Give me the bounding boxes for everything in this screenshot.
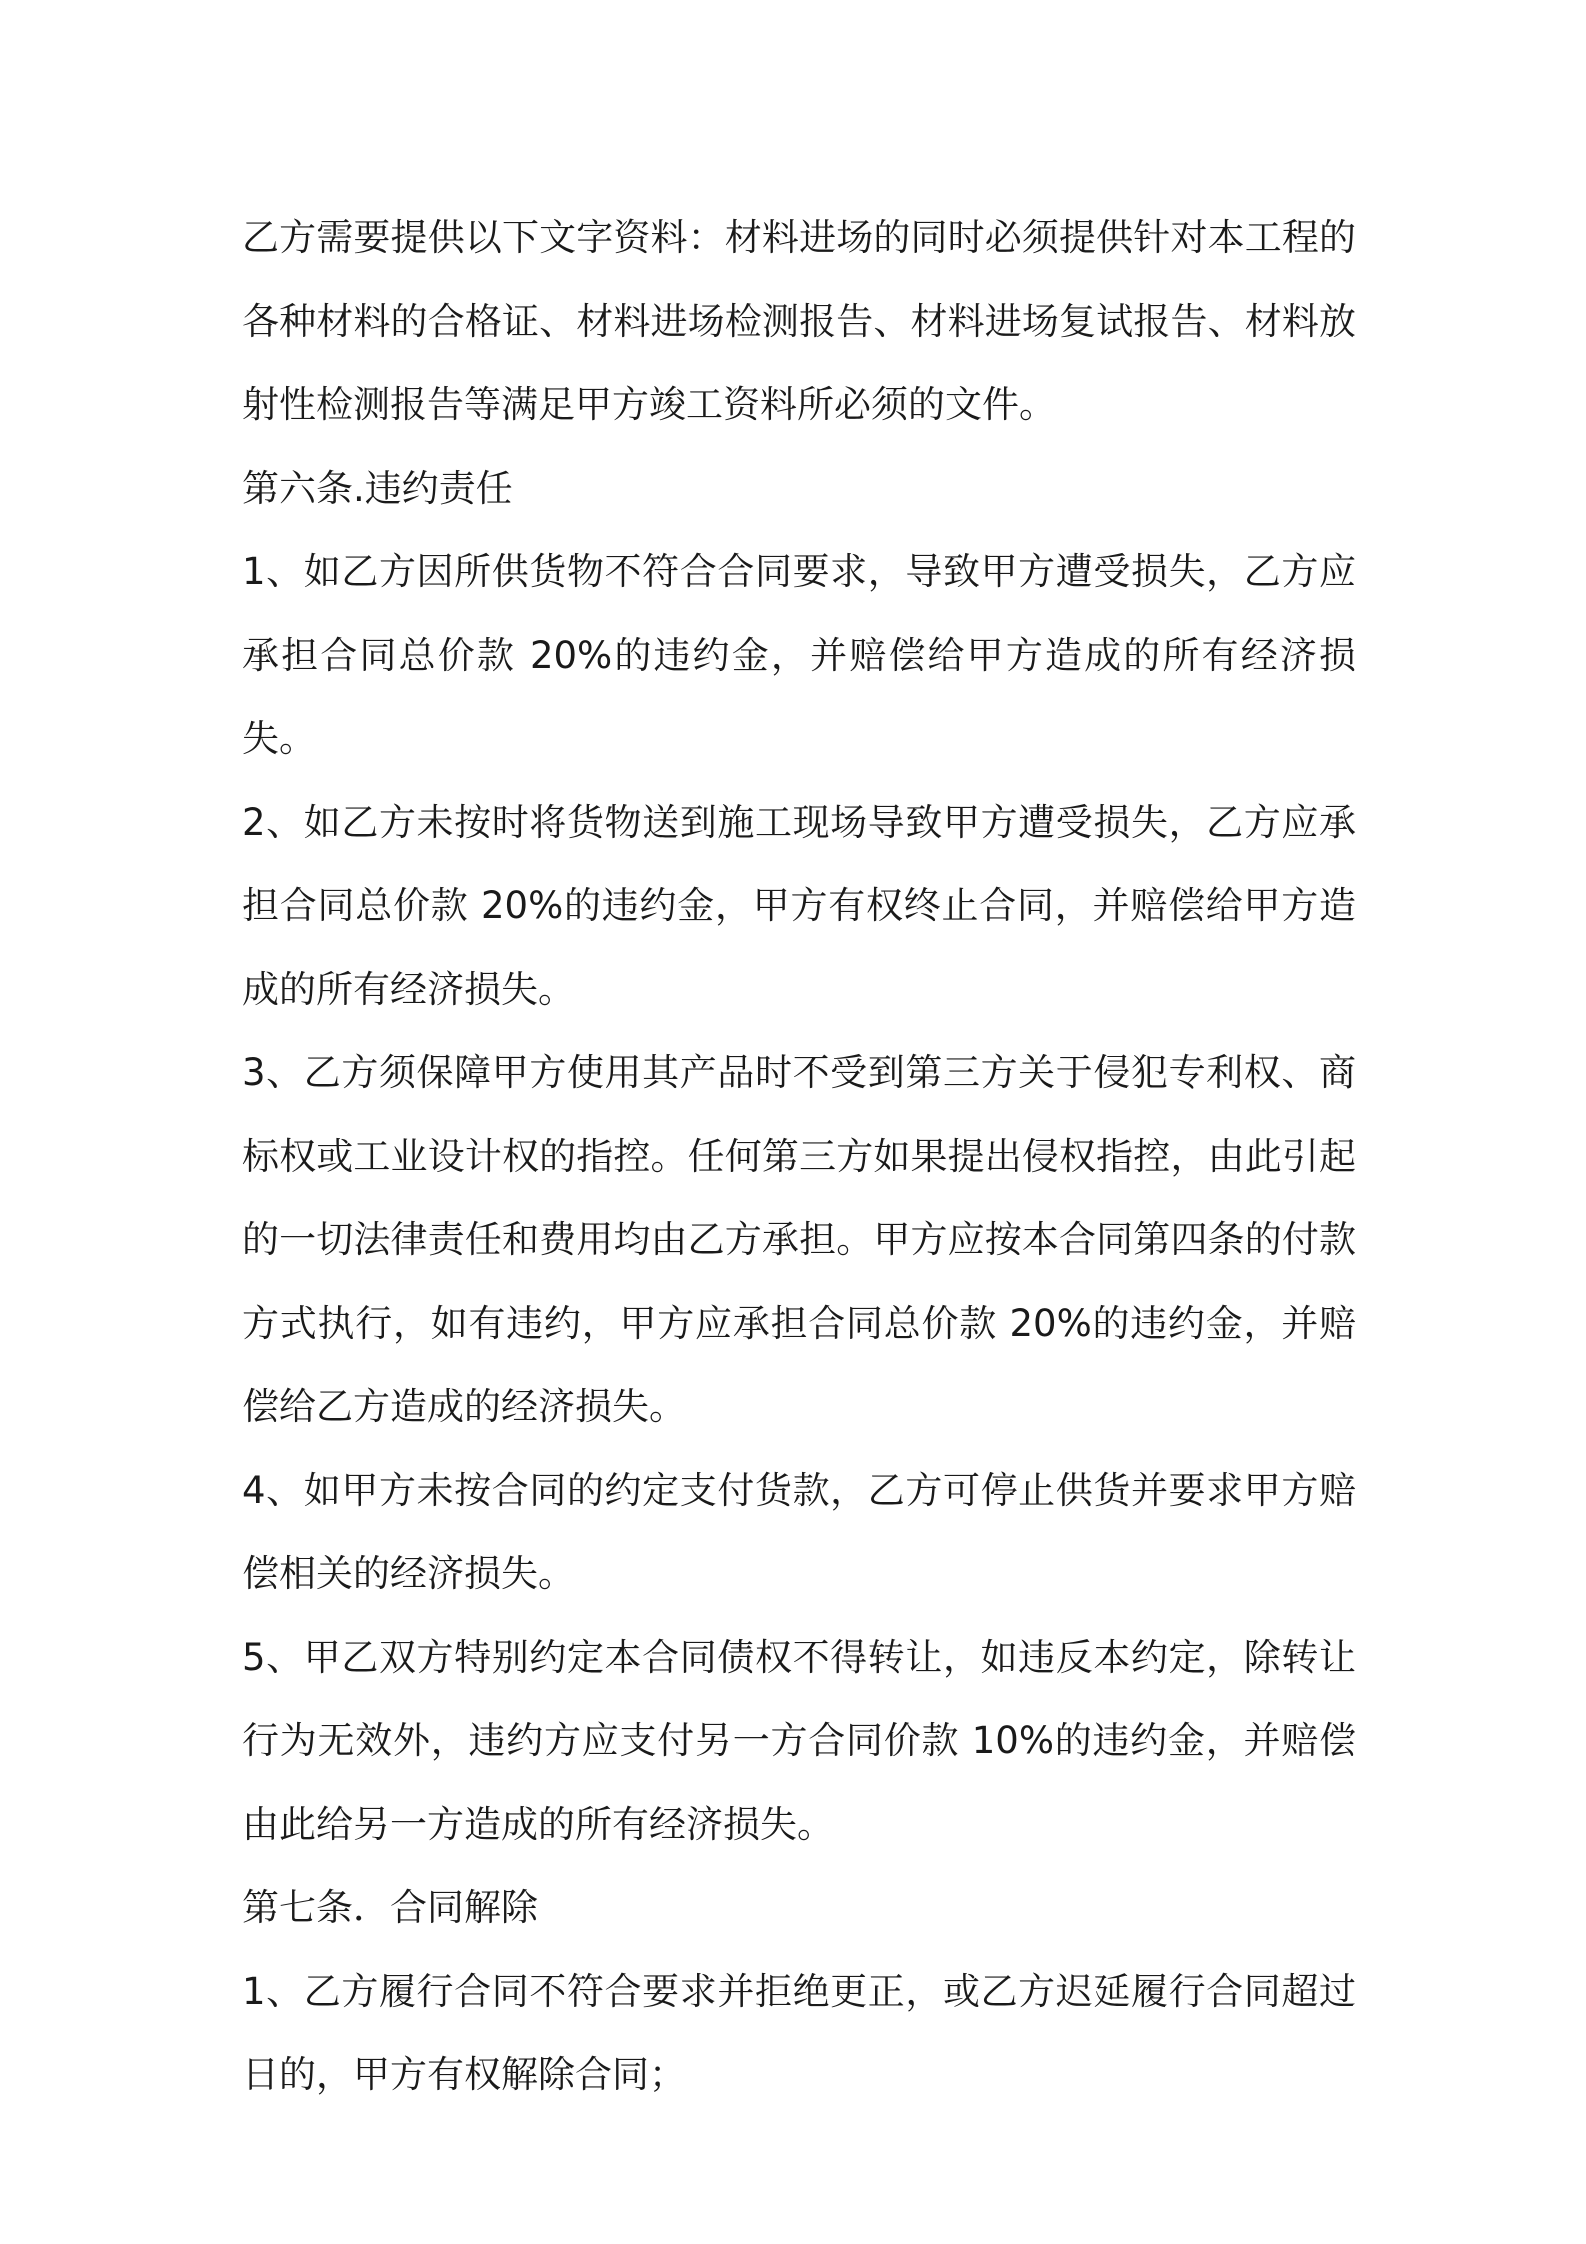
paragraph-materials-documents: 乙方需要提供以下文字资料：材料进场的同时必须提供针对本工程的各种材料的合格证、材料进场检测报告、材料进场复试报告、材料放射性检测报告等满足甲方竣工资料所必须的文件。 [242,216,1356,426]
paragraph-termination-1: 1、乙方履行合同不符合要求并拒绝更正，或乙方迟延履行合同超过日的，甲方有权解除合同； [242,1969,1356,2096]
section-heading-article-6: 第六条.违约责任 [242,466,513,510]
paragraph-breach-3: 3、乙方须保障甲方使用其产品时不受到第三方关于侵犯专利权、商标权或工业设计权的指控。任何第三方如果提出侵权指控，由此引起的一切法律责任和费用均由乙方承担。甲方应按本合同第四条的付款方式执行，如有违约，甲方应承担合同总价款 20%的违约金，并赔偿给乙方造成的经济损失。 [242,1051,1356,1428]
paragraph-breach-5: 5、甲乙双方特别约定本合同债权不得转让，如违反本约定，除转让行为无效外，违约方应支付另一方合同价款 10%的违约金，并赔偿由此给另一方造成的所有经济损失。 [242,1635,1356,1846]
section-heading-article-7: 第七条．合同解除 [242,1886,538,1929]
paragraph-breach-1: 1、如乙方因所供货物不符合合同要求，导致甲方遭受损失，乙方应承担合同总价款 20%的违约金，并赔偿给甲方造成的所有经济损失。 [242,550,1356,760]
paragraph-breach-2: 2、如乙方未按时将货物送到施工现场导致甲方遭受损失，乙方应承担合同总价款 20%的违约金，甲方有权终止合同，并赔偿给甲方造成的所有经济损失。 [242,800,1356,1011]
document-body [242,196,1356,2117]
paragraph-breach-4: 4、如甲方未按合同的约定支付货款，乙方可停止供货并要求甲方赔偿相关的经济损失。 [242,1468,1356,1595]
